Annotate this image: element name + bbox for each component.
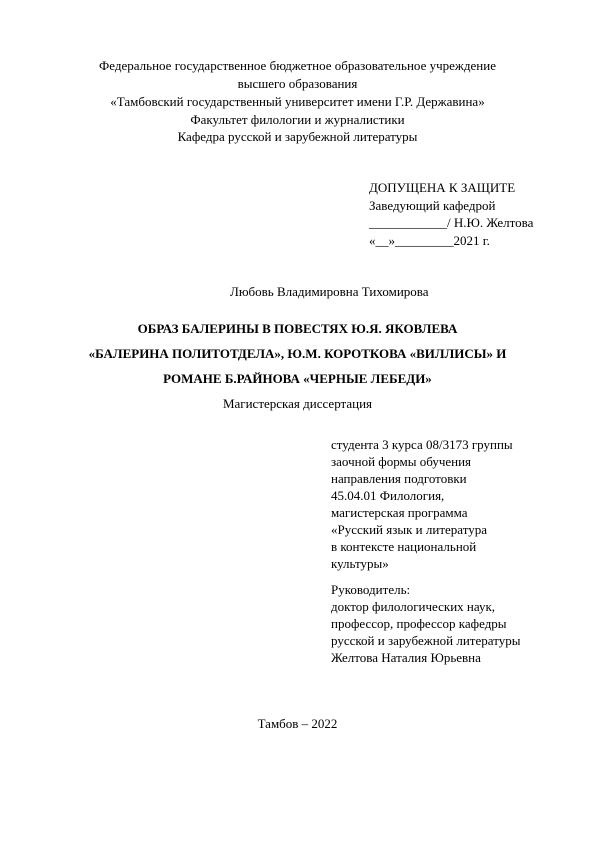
author-name: Любовь Владимировна Тихомирова [230, 284, 429, 299]
student-line-2: заочной формы обучения [331, 454, 472, 469]
thesis-title-line-1: ОБРАЗ БАЛЕРИНЫ В ПОВЕСТЯХ Ю.Я. ЯКОВЛЕВА [137, 321, 458, 336]
faculty-line: Факультет филологии и журналистики [190, 112, 405, 127]
work-type: Магистерская диссертация [222, 396, 373, 411]
department-line: Кафедра русской и зарубежной литературы [177, 129, 418, 144]
city-year: Тамбов – 2022 [257, 716, 338, 731]
supervisor-position: профессор, профессор кафедры [331, 616, 507, 631]
student-line-3: направления подготовки [331, 471, 467, 486]
student-line-1: студента 3 курса 08/3173 группы [331, 437, 513, 452]
student-line-7: в контексте национальной [331, 539, 477, 554]
student-line-8: культуры» [331, 556, 389, 571]
thesis-title-line-3: РОМАНЕ Б.РАЙНОВА «ЧЕРНЫЕ ЛЕБЕДИ» [163, 371, 432, 386]
thesis-title-line-2: «БАЛЕРИНА ПОЛИТОТДЕЛА», Ю.М. КОРОТКОВА «ВИЛЛИСЫ» И [88, 346, 507, 361]
supervisor-name: Желтова Наталия Юрьевна [331, 650, 481, 665]
approval-signature-line: ____________/ Н.Ю. Желтова [369, 215, 534, 230]
supervisor-department: русской и зарубежной литературы [331, 633, 521, 648]
supervisor-degree: доктор филологических наук, [331, 599, 496, 614]
student-line-6: «Русский язык и литература [331, 522, 487, 537]
institution-line-2: высшего образования [237, 76, 358, 91]
student-line-4: 45.04.01 Филология, [331, 488, 445, 503]
student-line-5: магистерская программа [331, 505, 468, 520]
approval-head-of-department: Заведующий кафедрой [369, 198, 496, 213]
institution-line-1: Федеральное государственное бюджетное образовательное учреждение [99, 58, 496, 73]
approval-heading: ДОПУЩЕНА К ЗАЩИТЕ [369, 180, 516, 195]
institution-line-3: «Тамбовский государственный университет имени Г.Р. Державина» [110, 94, 485, 109]
supervisor-label: Руководитель: [331, 582, 411, 597]
approval-date-line: «__»_________2021 г. [369, 233, 490, 248]
